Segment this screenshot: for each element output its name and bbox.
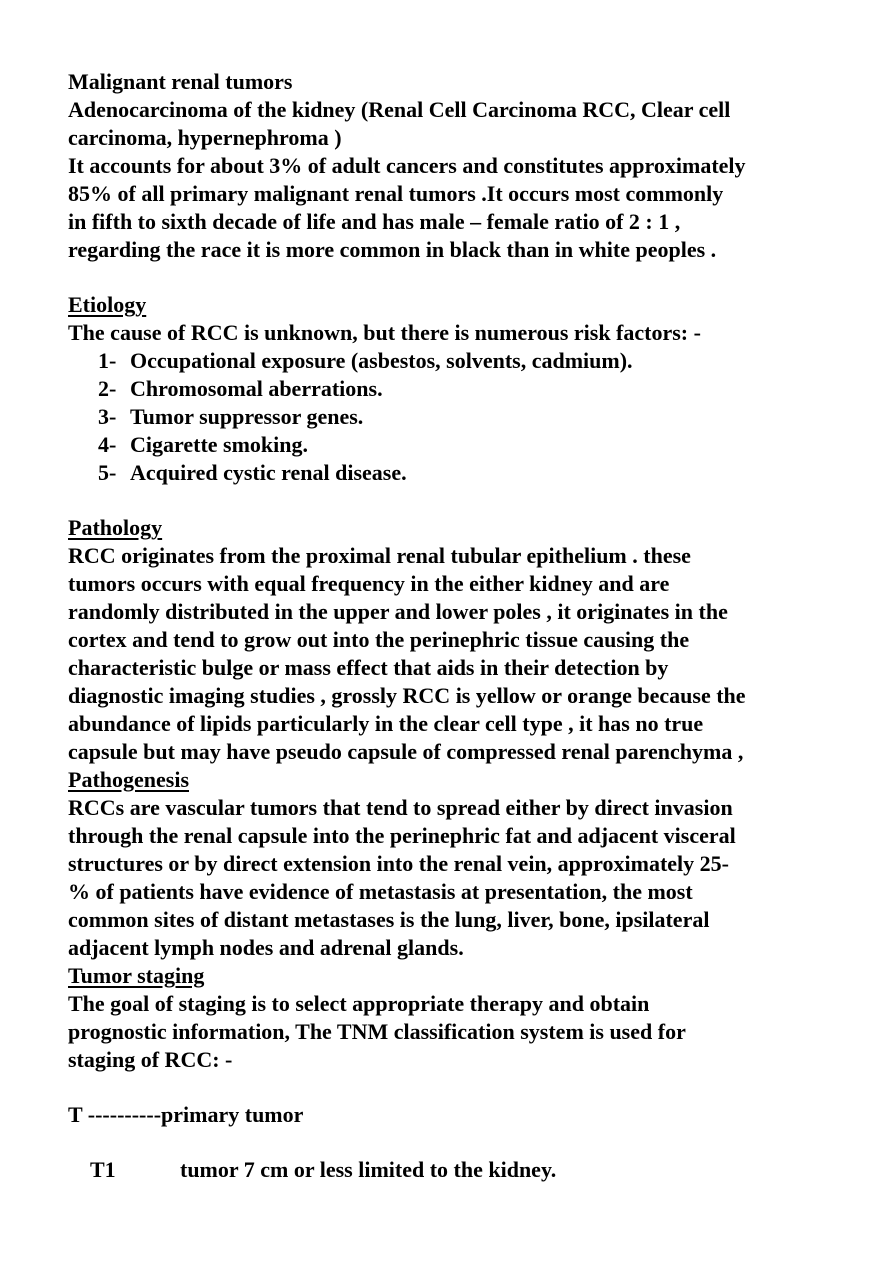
- t1-description: tumor 7 cm or less limited to the kidney.: [180, 1157, 557, 1182]
- subtitle-line-2: carcinoma, hypernephroma ): [68, 125, 342, 150]
- list-item-text: Chromosomal aberrations.: [130, 376, 383, 401]
- list-item-number: 5-: [98, 460, 117, 485]
- etiology-heading: Etiology: [68, 292, 147, 317]
- intro-line-4: regarding the race it is more common in black than in white peoples .: [68, 237, 717, 262]
- pathogenesis-line: structures or by direct extension into the renal vein, approximately 25-: [68, 851, 729, 876]
- intro-line-1: It accounts for about 3% of adult cancers and constitutes approximately: [68, 153, 746, 178]
- pathology-heading: Pathology: [68, 515, 163, 540]
- page-title: Malignant renal tumors: [68, 69, 293, 94]
- list-item-number: 2-: [98, 376, 117, 401]
- list-item-number: 3-: [98, 404, 117, 429]
- section-gap: [68, 264, 858, 291]
- section-gap: [68, 487, 858, 514]
- list-item: [98, 347, 858, 375]
- pathology-line: characteristic bulge or mass effect that aids in their detection by: [68, 655, 669, 680]
- subtitle-line-1: Adenocarcinoma of the kidney (Renal Cell Carcinoma RCC, Clear cell: [68, 97, 731, 122]
- staging-line: The goal of staging is to select appropriate therapy and obtain: [68, 991, 650, 1016]
- pathogenesis-heading: Pathogenesis: [68, 767, 189, 792]
- list-item-text: Tumor suppressor genes.: [130, 404, 364, 429]
- list-item-number: 4-: [98, 432, 117, 457]
- t1-code: T1: [90, 1157, 116, 1182]
- pathogenesis-line: common sites of distant metastases is the lung, liver, bone, ipsilateral: [68, 907, 710, 932]
- pathology-line: diagnostic imaging studies , grossly RCC is yellow or orange because the: [68, 683, 746, 708]
- primary-tumor-line: T ----------primary tumor: [68, 1102, 304, 1127]
- pathogenesis-line: RCCs are vascular tumors that tend to spread either by direct invasion: [68, 795, 733, 820]
- pathology-line: randomly distributed in the upper and lower poles , it originates in the: [68, 599, 728, 624]
- etiology-lead: The cause of RCC is unknown, but there is numerous risk factors: -: [68, 320, 701, 345]
- risk-factor-list: [68, 347, 858, 487]
- pathology-line: tumors occurs with equal frequency in the either kidney and are: [68, 571, 670, 596]
- list-item-text: Occupational exposure (asbestos, solvents, cadmium).: [130, 348, 633, 373]
- list-item: [98, 431, 858, 459]
- pathology-line: capsule but may have pseudo capsule of compressed renal parenchyma ,: [68, 739, 744, 764]
- intro-line-2: 85% of all primary malignant renal tumors .It occurs most commonly: [68, 181, 724, 206]
- staging-line: prognostic information, The TNM classification system is used for: [68, 1019, 686, 1044]
- pathogenesis-line: % of patients have evidence of metastasis at presentation, the most: [68, 879, 693, 904]
- list-item: [98, 403, 858, 431]
- staging-heading: Tumor staging: [68, 963, 205, 988]
- list-item: [98, 375, 858, 403]
- pathology-line: abundance of lipids particularly in the clear cell type , it has no true: [68, 711, 704, 736]
- staging-line: staging of RCC: -: [68, 1047, 233, 1072]
- pathology-line: RCC originates from the proximal renal tubular epithelium . these: [68, 543, 691, 568]
- section-gap: [68, 1129, 858, 1156]
- section-gap: [68, 1074, 858, 1101]
- t1-stage-row: [68, 1156, 858, 1184]
- pathogenesis-line: through the renal capsule into the perinephric fat and adjacent visceral: [68, 823, 736, 848]
- pathogenesis-line: adjacent lymph nodes and adrenal glands.: [68, 935, 464, 960]
- document-body: [68, 68, 858, 1184]
- list-item-number: 1-: [98, 348, 117, 373]
- pathology-line: cortex and tend to grow out into the perinephric tissue causing the: [68, 627, 690, 652]
- list-item: [98, 459, 858, 487]
- list-item-text: Acquired cystic renal disease.: [130, 460, 407, 485]
- intro-line-3: in fifth to sixth decade of life and has male – female ratio of 2 : 1 ,: [68, 209, 681, 234]
- list-item-text: Cigarette smoking.: [130, 432, 309, 457]
